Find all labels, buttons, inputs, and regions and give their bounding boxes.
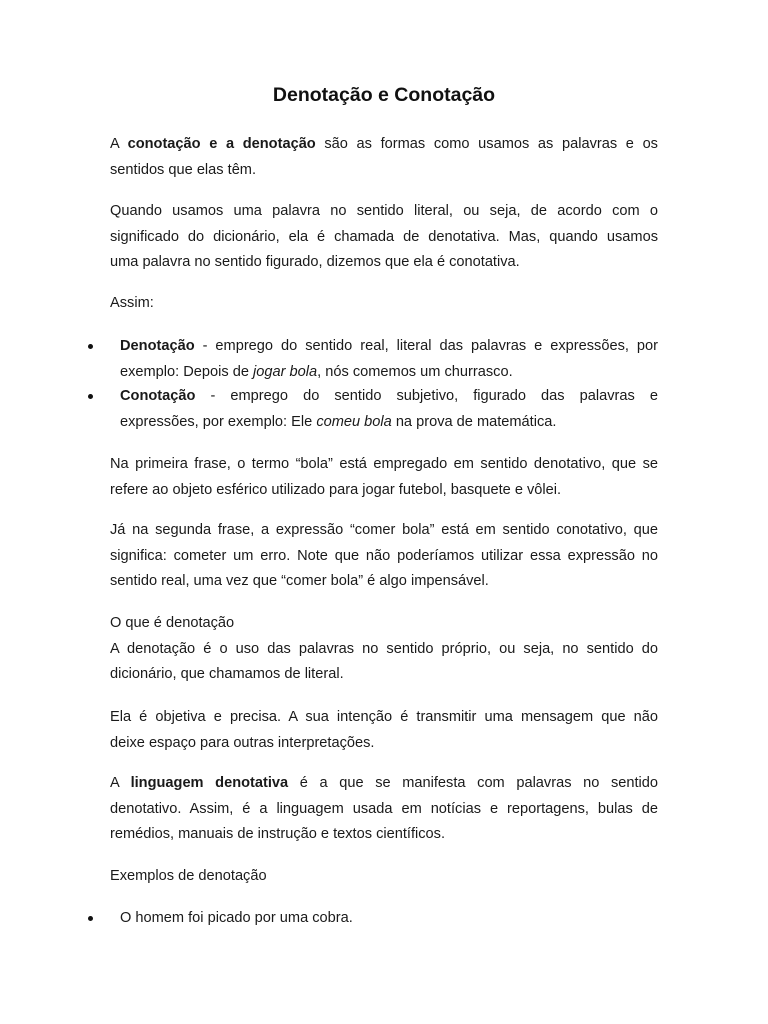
text-line: Conotação - emprego do sentido subjetivo, figurado das palavras e xyxy=(120,388,658,404)
paragraph-intro xyxy=(110,132,658,183)
bullet-icon xyxy=(88,916,93,921)
italic-term: jogar bola xyxy=(253,363,318,380)
text-line: deixe espaço para outras interpretações. xyxy=(110,734,375,751)
text-line: A linguagem denotativa é a que se manifesta com palavras no sentido xyxy=(110,775,659,791)
text-line: expressões, por exemplo: Ele comeu bola na prova de matemática. xyxy=(120,413,557,430)
text-line: Na primeira frase, o termo “bola” está empregado em sentido denotativo, que se xyxy=(110,456,658,472)
text-line: refere ao objeto esférico utilizado para jogar futebol, basquete e vôlei. xyxy=(110,481,562,498)
section-heading-exemplos: Exemplos de denotação xyxy=(110,868,267,884)
text-line: uma palavra no sentido figurado, dizemos que ela é conotativa. xyxy=(110,254,520,270)
bold-term: conotação e a denotação xyxy=(127,136,316,152)
bold-term: linguagem denotativa xyxy=(130,775,289,791)
text-line: denotativo. Assim, é a linguagem usada em notícias e reportagens, bulas de xyxy=(110,800,658,817)
paragraph-assim: Assim: xyxy=(110,295,154,311)
bullet-icon xyxy=(88,394,93,399)
text-line: Ela é objetiva e precisa. A sua intenção é transmitir uma mensagem que não xyxy=(110,709,658,725)
paragraph-linguagem-denotativa xyxy=(110,771,658,848)
text-line: dicionário, que chamamos de literal. xyxy=(110,666,344,682)
text-line: exemplo: Depois de jogar bola, nós comemos um churrasco. xyxy=(120,363,513,380)
text-line: A conotação e a denotação são as formas como usamos as palavras e os xyxy=(110,136,658,152)
bold-term: Denotação xyxy=(120,338,195,354)
text-line: sentidos que elas têm. xyxy=(110,161,257,178)
text-line: O homem foi picado por uma cobra. xyxy=(120,910,353,926)
text-line: sentido real, uma vez que “comer bola” é algo impensável. xyxy=(110,573,489,589)
paragraph-objetiva xyxy=(110,705,658,756)
paragraph-primeira-frase xyxy=(110,452,658,503)
page-title: Denotação e Conotação xyxy=(272,84,496,106)
bold-term: Conotação xyxy=(120,388,196,404)
text-line: remédios, manuais de instrução e textos científicos. xyxy=(110,826,446,842)
italic-term: comeu bola xyxy=(316,413,392,430)
text-line: A denotação é o uso das palavras no sentido próprio, ou seja, no sentido do xyxy=(110,640,658,657)
text-line: Quando usamos uma palavra no sentido literal, ou seja, de acordo com o xyxy=(110,203,658,219)
section-heading: O que é denotação xyxy=(110,615,235,631)
paragraph-literal-vs-figurative xyxy=(110,199,658,276)
text-line: significa: cometer um erro. Note que não poderíamos utilizar essa expressão no xyxy=(110,547,658,564)
section-o-que-e-denotacao xyxy=(110,611,658,688)
paragraph-segunda-frase xyxy=(110,518,658,595)
text-line: significado do dicionário, ela é chamada de denotativa. Mas, quando usamos xyxy=(110,228,658,245)
text-line: Já na segunda frase, a expressão “comer bola” está em sentido conotativo, que xyxy=(110,522,658,538)
text-line: Denotação - emprego do sentido real, literal das palavras e expressões, por xyxy=(120,338,658,354)
bullet-icon xyxy=(88,344,93,349)
